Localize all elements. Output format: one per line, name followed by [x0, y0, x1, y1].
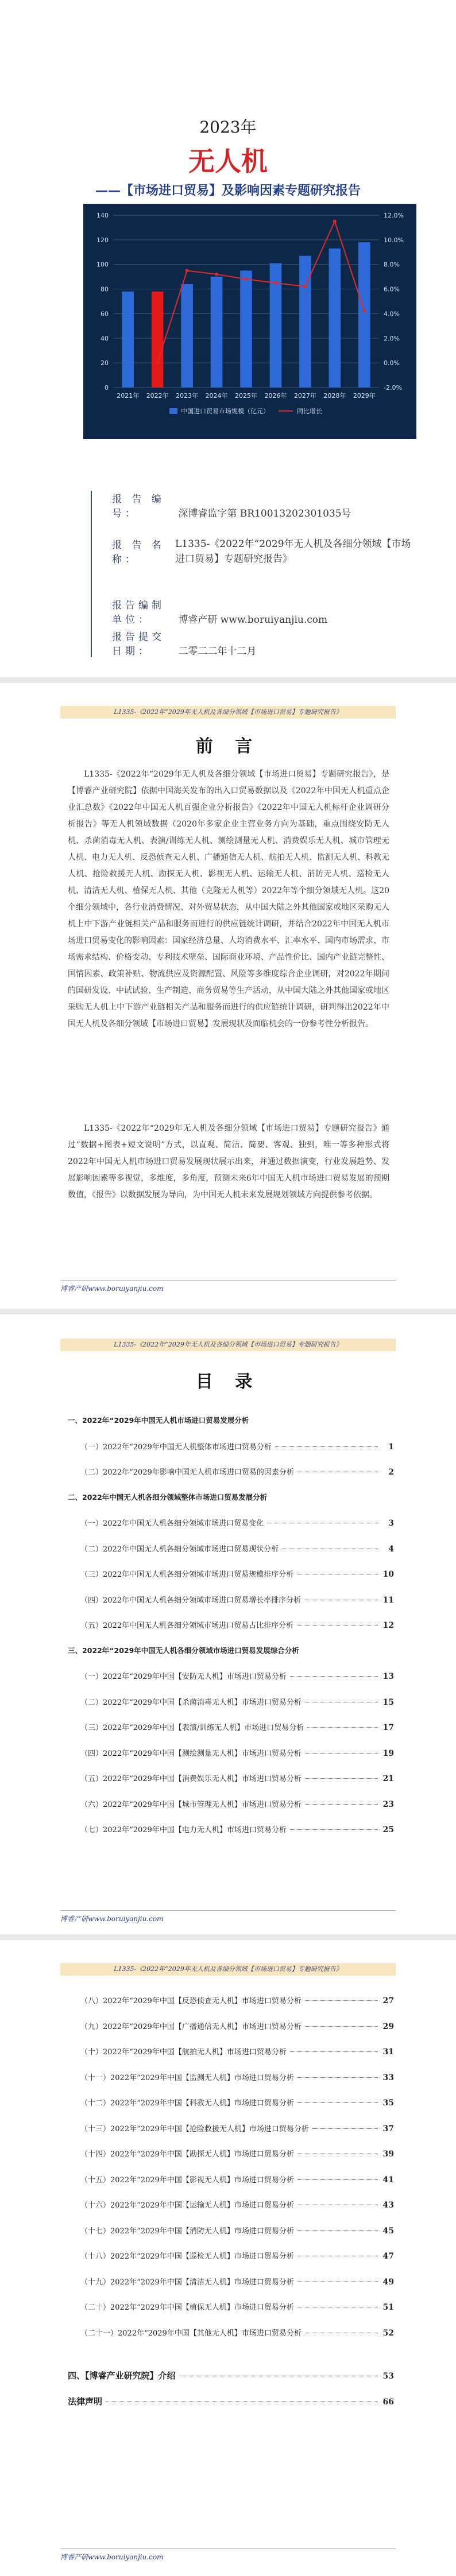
info-label: 报 告 名 称： [112, 540, 165, 565]
toc-entry[interactable] [68, 2020, 394, 2031]
toc-entry[interactable] [68, 2148, 394, 2159]
toc-leader-dots [290, 1829, 378, 1830]
toc-entry-title: （二十一）2022年“2029年中国【其他无人机】市场进口贸易分析 [80, 2329, 302, 2338]
toc-entry[interactable] [68, 2071, 394, 2082]
toc-page-number: 23 [382, 1799, 394, 1809]
toc-entry-title: 一、2022年“2029年中国无人机市场进口贸易发展分析 [68, 1416, 249, 1425]
toc-entry[interactable] [68, 1824, 394, 1834]
footer-line [60, 2548, 396, 2549]
toc-title: 目 录 [195, 1372, 261, 1392]
info-value: L1335-《2022年“2029年无人机及各细分领域【市场进口贸易】专题研究报告》 [175, 538, 411, 565]
page-gap [0, 1934, 456, 1940]
preface-paragraph-1: L1335-《2022年“2029年无人机及各细分领域【市场进口贸易】专题研究报告》，是【博睿产业研究院】依据中国海关发布的出入口贸易数据以及《2022年中国无人机重点企业汇总数》《2022年中国无人机百强企业分析报告》《2022年中国无人机标杆企业调研分析报告》等无人机领域数据（2020年多家企业主营业务方向为基础，重点围绕安防无人机、杀菌消毒无人机、表演/训练无人机、测绘测量无人机、消费娱乐无人机、城市管理无人机、电力无人机、反恐侦查无人机、广播通信无人机、航拍无人机、监测无人机、科教无人机、抢险救援无人机、勘探无人机、影视无人机、运输无人机、消防无人机、巡检无人机、清洁无人机、植保无人机、其他（克隆无人机等）2022年等个细分领域无人机。这20个细分领域中，各行业消费情况、对外贸易状态，从中国大陆之外其他国家或地区采购无人机上中下游产业链相关产品和服务而进行的供应链统计调研，并结合2022年中国无人机市场进口贸易变化的影响因素：国家经济总量、人均消费水平、汇率水平、国内市场需求、市场需求结构、价格变动、专利技术壁垒、国际商业环境、产品性价比、国内产业链完整性、国情因素、政策补贴、物流供应及资源配置、风险等多维度综合企业调研，对2022年期间的国研发设、中试试验、生产制造、商务贸易等生产活动，从中国大陆之外其他国家或地区采购无人机上中下游产业链相关产品和服务而进行的供应链统计调研，研判得出2022年中国无人机及各细分领域【市场进口贸易】发展现状及面临机会的一份参考性分析报告。 [68, 770, 389, 1029]
toc-page-number: 39 [382, 2150, 394, 2159]
line-point [245, 277, 248, 281]
toc-entry-title: （一）2022年“2029年中国【安防无人机】市场进口贸易分析 [80, 1673, 287, 1681]
cover-chart [83, 204, 416, 439]
toc-leader-dots [305, 2026, 378, 2027]
toc-entry[interactable] [68, 1772, 394, 1783]
legend-label: 同比增长 [297, 408, 322, 415]
toc-page-number: 33 [382, 2073, 394, 2082]
x-tick-label: 2021年 [117, 392, 140, 399]
y2-tick-label: -2.0% [384, 384, 402, 391]
toc-leader-dots [297, 2102, 378, 2103]
line-point [215, 273, 218, 276]
toc-page-number: 53 [382, 2372, 394, 2381]
header-band: L1335-《2022年“2029年无人机及各细分领域【市场进口贸易】专题研究报告》 [60, 1963, 396, 1976]
toc-page-number: 19 [382, 1748, 394, 1758]
footer-text: 博睿产研www.boruiyanjiu.com [60, 1915, 164, 1923]
info-value: 二零二二年十二月 [178, 646, 257, 657]
toc-entry[interactable] [68, 2369, 394, 2381]
toc-page-number: 10 [382, 1570, 394, 1579]
x-tick-label: 2024年 [205, 392, 228, 399]
toc-entry[interactable] [68, 2250, 394, 2261]
page-gap [0, 677, 456, 683]
toc-page-number: 35 [382, 2098, 394, 2108]
toc-entry-title: （九）2022年“2029年中国【广播通信无人机】市场进口贸易分析 [80, 2022, 302, 2031]
info-value: 深博睿监字第 BR10013202301035号 [178, 508, 351, 519]
toc-entry-title: （二）2022年“2029年中国【杀菌消毒无人机】市场进口贸易分析 [80, 1698, 302, 1707]
toc-entry[interactable] [68, 1747, 394, 1758]
toc-entry-title: 法律声明 [68, 2396, 103, 2407]
toc-entry-title: （十）2022年“2029年中国【航拍无人机】市场进口贸易分析 [80, 2048, 287, 2057]
bar [240, 270, 252, 387]
toc-page-number: 15 [382, 1697, 394, 1707]
preface-paragraph-2: L1335-《2022年“2029年无人机及各细分领域【市场进口贸易】专题研究报告》通过“数据+图表+短文说明”方式，以直观、简洁、简要、客观、独到，唯一等多种形式将2022年中国无人机市场进口贸易发展现状展示出来，并通过数据演变，行业发展趋势、发展影响因素等多视觉，多维度，多角度，预测未来6年中国无人机市场进口贸易发展的预期数值，《报告》以数据发展为导向，为中国无人机未来发展规划领域方向提供参考依据。 [68, 1124, 389, 1200]
toc-page-number: 51 [382, 2303, 394, 2312]
y-tick-label: 40 [101, 335, 109, 343]
y2-tick-label: 4.0% [384, 310, 400, 318]
line-point [274, 281, 277, 285]
toc-entry-title: （八）2022年“2029年中国【反恐侦查无人机】市场进口贸易分析 [80, 1997, 302, 2005]
y-tick-label: 140 [96, 212, 109, 219]
toc-entry-title: 三、2022年“2029年中国无人机各细分领域市场进口贸易发展综合分析 [68, 1646, 299, 1655]
toc-entry-title: （二）2022年中国无人机各细分领域市场进口贸易现状分析 [80, 1545, 279, 1554]
toc-entry-title: （七）2022年“2029年中国【电力无人机】市场进口贸易分析 [80, 1826, 287, 1834]
line-point [303, 285, 307, 288]
line-point [186, 269, 189, 272]
toc-page-number: 27 [382, 1996, 394, 2005]
toc-entry-title: （四）2022年中国无人机各细分领域市场进口贸易增长率排序分析 [80, 1596, 302, 1605]
page-gap [0, 1309, 456, 1314]
toc-entry[interactable] [68, 1670, 394, 1681]
toc-entry[interactable] [68, 1645, 394, 1655]
toc-entry[interactable] [68, 2276, 394, 2287]
toc-entry[interactable] [68, 1619, 394, 1630]
toc-page-number: 37 [382, 2124, 394, 2133]
info-report-name [112, 537, 434, 567]
cover-title: 无人机 [188, 146, 268, 177]
cover-subtitle: ——【市场进口贸易】及影响因素专题研究报告 [95, 183, 361, 198]
toc-entry-title: （十九）2022年“2029年中国【清洁无人机】市场进口贸易分析 [80, 2278, 294, 2287]
bar [122, 292, 134, 387]
toc-entry-title: （十二）2022年“2029年中国【科教无人机】市场进口贸易分析 [80, 2099, 294, 2108]
toc-entry-title: （十八）2022年“2029年中国【巡检无人机】市场进口贸易分析 [80, 2252, 294, 2261]
cover-divider [91, 491, 92, 657]
header-band: L1335-《2022年“2029年无人机及各细分领域【市场进口贸易】专题研究报告》 [60, 706, 396, 719]
toc-entry[interactable] [68, 2301, 394, 2312]
toc-entry[interactable] [68, 1594, 394, 1605]
toc-entry-title: （十一）2022年“2029年中国【监测无人机】市场进口贸易分析 [80, 2073, 294, 2082]
toc-entry[interactable] [68, 2097, 394, 2108]
toc-page-number: 2 [388, 1468, 394, 1477]
toc-entry-title: 二、2022年中国无人机各细分领域整体市场进口贸易发展分析 [68, 1492, 268, 1502]
toc-entry-title: （十三）2022年“2029年中国【抢险救援无人机】市场进口贸易分析 [80, 2124, 309, 2133]
toc-page-1 [0, 1314, 456, 1934]
header-band: L1335-《2022年“2029年无人机及各细分领域【市场进口贸易】专题研究报告》 [60, 1339, 396, 1351]
bar [152, 292, 164, 387]
info-report-no [112, 491, 351, 519]
bar [299, 256, 311, 387]
toc-leader-dots [275, 1446, 378, 1447]
toc-entry[interactable] [68, 2174, 394, 2185]
toc-page-number: 66 [382, 2397, 394, 2407]
info-org [112, 597, 327, 626]
toc-page-number: 3 [388, 1519, 394, 1528]
toc-entry-title: （一）2022年中国无人机各细分领域市场进口贸易变化 [80, 1519, 264, 1528]
toc-entry[interactable] [68, 2123, 394, 2133]
toc-leader-dots [305, 1778, 378, 1779]
toc-leader-dots [290, 2051, 378, 2052]
toc-page-number: 1 [388, 1442, 394, 1452]
y-tick-label: 60 [101, 310, 109, 318]
toc-entry[interactable] [68, 2327, 394, 2338]
toc-entry-title: （十四）2022年“2029年中国【勘探无人机】市场进口贸易分析 [80, 2150, 294, 2159]
y2-tick-label: 12.0% [384, 212, 404, 219]
toc-page-number: 45 [382, 2226, 394, 2236]
toc-leader-dots [307, 1727, 378, 1728]
line-point [362, 309, 366, 313]
bar [358, 242, 370, 387]
y2-tick-label: 6.0% [384, 285, 400, 293]
toc-page-number: 29 [382, 2022, 394, 2031]
toc-entry-title: （一）2022年“2029年中国无人机整体市场进口贸易分析 [80, 1442, 272, 1452]
toc-page-number: 52 [382, 2328, 394, 2338]
x-tick-label: 2029年 [353, 392, 376, 399]
preface-page [0, 683, 456, 1309]
toc-entry[interactable] [68, 1995, 394, 2005]
toc-page-number: 13 [382, 1672, 394, 1681]
info-label: 报告编制单位： [112, 600, 165, 626]
toc-page-number: 43 [382, 2201, 394, 2210]
toc-page-number: 49 [382, 2277, 394, 2287]
info-label: 报 告 编 号： [112, 494, 165, 519]
toc-entry-title: （二）2022年“2029年影响中国无人机市场进口贸易的因素分析 [80, 1468, 294, 1477]
toc-page-number: 12 [382, 1621, 394, 1630]
toc-leader-dots [297, 2179, 378, 2180]
line-point [156, 361, 159, 364]
toc-entry-title: （十六）2022年“2029年中国【运输无人机】市场进口贸易分析 [80, 2201, 294, 2210]
toc-entry[interactable] [68, 1568, 394, 1579]
toc-page-2 [0, 1940, 456, 2576]
x-tick-label: 2027年 [293, 392, 316, 399]
x-tick-label: 2026年 [264, 392, 287, 399]
toc-page-number: 4 [388, 1544, 394, 1554]
toc-page-number: 31 [382, 2047, 394, 2057]
toc-entry[interactable] [68, 1441, 394, 1452]
toc-entry[interactable] [68, 1543, 394, 1554]
toc-page-number: 47 [382, 2252, 394, 2261]
cover-page [0, 0, 456, 677]
toc-entry-title: （五）2022年“2029年中国【消费娱乐无人机】市场进口贸易分析 [80, 1775, 302, 1783]
y2-tick-label: 2.0% [384, 335, 400, 343]
y-tick-label: 0 [105, 384, 109, 391]
toc-entry-title: （六）2022年“2029年中国【城市管理无人机】市场进口贸易分析 [80, 1800, 302, 1809]
toc-entry[interactable] [68, 2395, 394, 2407]
y-tick-label: 100 [96, 261, 109, 269]
toc-entry-title: （二十）2022年“2029年中国【植保无人机】市场进口贸易分析 [80, 2303, 294, 2312]
toc-entry[interactable] [68, 1721, 394, 1732]
footer-line [60, 1910, 396, 1911]
toc-entry[interactable] [68, 1415, 394, 1425]
toc-entry[interactable] [68, 2225, 394, 2236]
y-tick-label: 120 [96, 236, 109, 244]
x-tick-label: 2025年 [235, 392, 257, 399]
bar [211, 277, 223, 387]
toc-leader-dots [305, 1804, 378, 1805]
toc-entry-title: 四、【博睿产业研究院】介绍 [68, 2371, 176, 2381]
line-point [333, 220, 337, 223]
toc-leader-dots [312, 2128, 378, 2129]
toc-entry[interactable] [68, 1798, 394, 1809]
toc-entry-title: （三）2022年“2029年中国【表演/训练无人机】市场进口贸易分析 [80, 1724, 304, 1732]
toc-leader-dots [297, 2077, 378, 2078]
toc-entry[interactable] [68, 2199, 394, 2210]
footer-text: 博睿产研www.boruiyanjiu.com [60, 2553, 164, 2561]
info-date [112, 629, 256, 657]
toc-entry[interactable] [68, 1466, 394, 1477]
y-tick-label: 20 [101, 359, 109, 367]
toc-entry-title: （三）2022年中国无人机各细分领域市场进口贸易规模排序分析 [80, 1570, 294, 1579]
legend-label: 中国进口贸易市场规模（亿元） [181, 408, 269, 415]
toc-entry-title: （十五）2022年“2029年中国【影视无人机】市场进口贸易分析 [80, 2175, 294, 2185]
toc-page-number: 25 [382, 1825, 394, 1834]
toc-entry[interactable] [68, 2046, 394, 2057]
x-tick-label: 2028年 [323, 392, 346, 399]
chart-svg [83, 204, 416, 439]
bar [329, 249, 341, 387]
toc-page-number: 17 [382, 1723, 394, 1732]
y2-tick-label: 0.0% [384, 359, 400, 367]
toc-entry[interactable] [68, 1696, 394, 1707]
info-value: 博睿产研 www.boruiyanjiu.com [178, 614, 328, 626]
preface-title: 前 言 [195, 736, 261, 756]
toc-entry[interactable] [68, 1492, 394, 1502]
toc-entry[interactable] [68, 1517, 394, 1528]
cover-year: 2023年 [199, 118, 257, 137]
legend-swatch-bar [169, 408, 177, 414]
toc-page-number: 41 [382, 2175, 394, 2185]
y2-tick-label: 10.0% [384, 236, 404, 244]
toc-page-number: 11 [382, 1595, 394, 1605]
toc-entry-title: （四）2022年“2029年中国【测绘测量无人机】市场进口贸易分析 [80, 1749, 302, 1758]
footer-line [60, 1280, 396, 1281]
toc-leader-dots [297, 2230, 378, 2231]
toc-leader-dots [290, 1676, 378, 1677]
footer-text: 博睿产研www.boruiyanjiu.com [60, 1285, 164, 1293]
y-tick-label: 80 [101, 285, 109, 293]
x-tick-label: 2023年 [176, 392, 199, 399]
toc-page-number: 21 [382, 1774, 394, 1783]
toc-entry-title: （十七）2022年“2029年中国【消防无人机】市场进口贸易分析 [80, 2226, 294, 2236]
x-tick-label: 2022年 [146, 392, 169, 399]
toc-leader-dots [305, 2000, 378, 2001]
info-label: 报告提交日期： [112, 631, 165, 657]
y2-tick-label: 8.0% [384, 261, 400, 269]
toc-entry-title: （五）2022年中国无人机各细分领域市场进口贸易占比排序分析 [80, 1621, 294, 1630]
bar [181, 284, 193, 387]
